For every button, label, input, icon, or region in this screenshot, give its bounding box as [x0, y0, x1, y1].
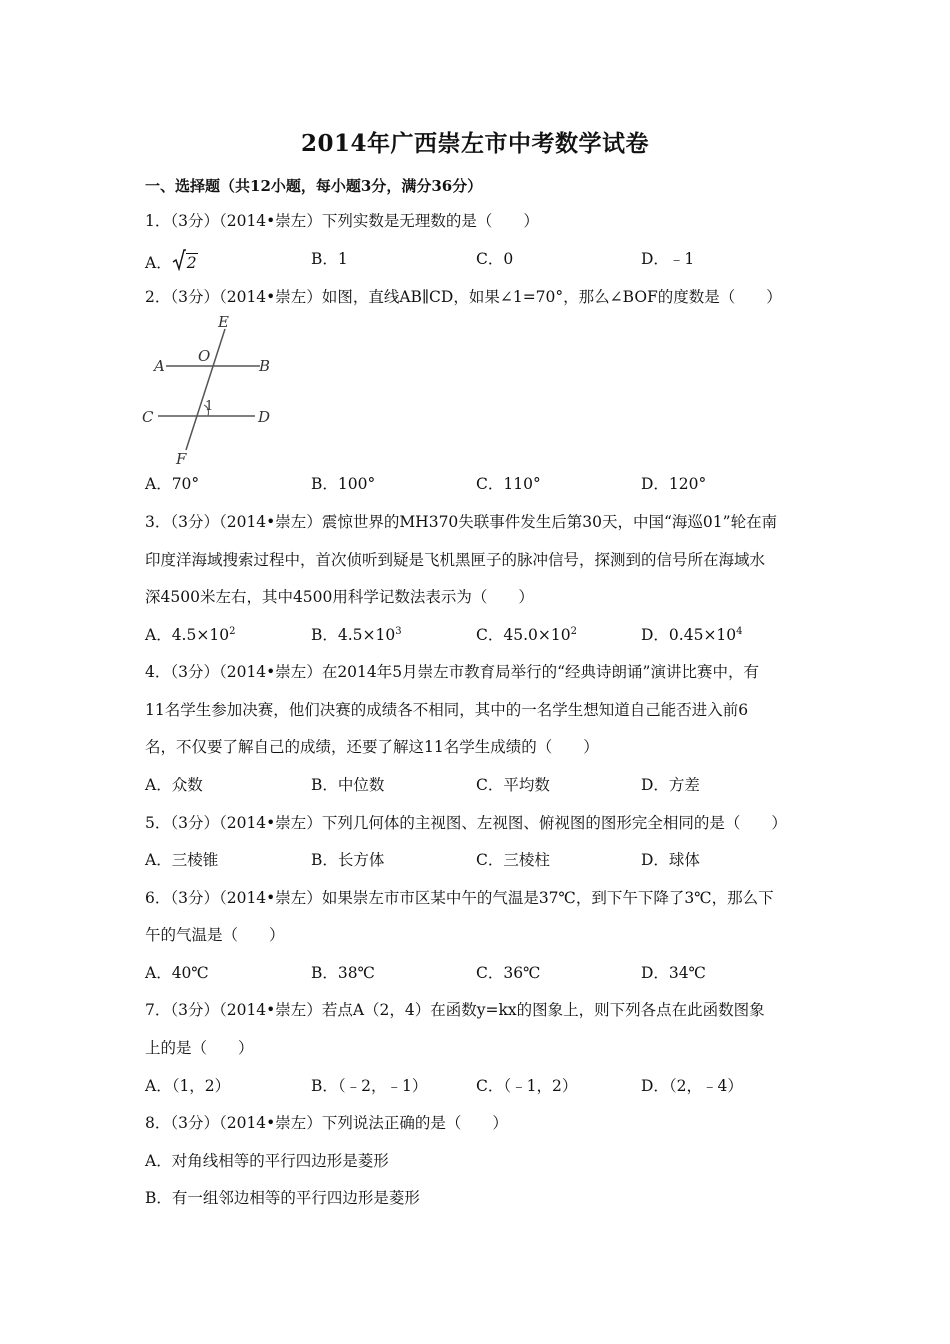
question-2-stem: 2．（3分）（2014•崇左）如图，直线AB∥CD，如果∠1=70°，那么∠BOF的度数是（ ） — [145, 288, 782, 306]
section-heading: 一、选择题（共12小题，每小题3分，满分36分） — [145, 177, 483, 195]
sqrt-radicand: 2 — [186, 254, 197, 272]
option-c-base: C．45.0×10 — [476, 626, 571, 644]
question-7-option-b: B．（﹣2，﹣1） — [311, 1077, 428, 1095]
label-angle-1: 1 — [205, 399, 214, 414]
question-3-line-2: 印度洋海域搜索过程中，首次侦听到疑是飞机黑匣子的脉冲信号，探测到的信号所在海域水 — [145, 551, 766, 569]
question-7-option-a: A．（1，2） — [145, 1077, 231, 1095]
question-6-option-d: D．34℃ — [641, 964, 706, 982]
question-8-option-b: B．有一组邻边相等的平行四边形是菱形 — [145, 1189, 420, 1207]
question-1-stem: 1．（3分）（2014•崇左）下列实数是无理数的是（ ） — [145, 212, 539, 230]
option-d-exponent: 4 — [736, 626, 743, 637]
label-a: A — [154, 357, 165, 375]
question-6-option-c: C．36℃ — [476, 964, 541, 982]
question-5-option-a: A．三棱锥 — [145, 851, 219, 869]
question-7-option-d: D．（2，﹣4） — [641, 1077, 743, 1095]
question-4-line-1: 4．（3分）（2014•崇左）在2014年5月崇左市教育局举行的“经典诗朗诵”演讲比赛中，有 — [145, 663, 759, 681]
option-b-base: B．4.5×10 — [311, 626, 396, 644]
question-1-option-d: D．﹣1 — [641, 250, 695, 268]
label-c: C — [142, 408, 154, 426]
question-3-option-a — [145, 625, 235, 645]
question-4-option-b: B．中位数 — [311, 776, 385, 794]
question-5-option-c: C．三棱柱 — [476, 851, 550, 869]
question-4-option-a: A．众数 — [145, 776, 203, 794]
question-8-option-a: A．对角线相等的平行四边形是菱形 — [145, 1152, 389, 1170]
question-6-line-2: 午的气温是（ ） — [145, 926, 285, 944]
question-1-option-b: B．1 — [311, 250, 348, 268]
question-1-option-a — [145, 249, 198, 276]
question-6-option-a: A．40℃ — [145, 964, 209, 982]
sqrt-symbol-icon — [172, 249, 186, 276]
parallel-lines-figure — [138, 312, 288, 470]
question-2-option-b: B．100° — [311, 475, 376, 493]
label-o: O — [198, 347, 211, 365]
question-2-option-c: C．110° — [476, 475, 541, 493]
label-b: B — [259, 357, 271, 375]
question-3-option-b — [311, 625, 402, 645]
question-2-option-a: A．70° — [145, 475, 200, 493]
question-7-option-c: C．（﹣1，2） — [476, 1077, 578, 1095]
question-6-line-1: 6．（3分）（2014•崇左）如果崇左市市区某中午的气温是37℃，到下午下降了3℃，那么下 — [145, 889, 774, 907]
page-title: 2014年广西崇左市中考数学试卷 — [300, 130, 649, 157]
label-e: E — [218, 313, 229, 331]
question-6-option-b: B．38℃ — [311, 964, 375, 982]
option-b-exponent: 3 — [395, 626, 402, 637]
option-label: A． — [145, 254, 172, 272]
question-8-stem: 8．（3分）（2014•崇左）下列说法正确的是（ ） — [145, 1114, 508, 1132]
question-4-option-d: D．方差 — [641, 776, 700, 794]
question-3-line-3: 深4500米左右，其中4500用科学记数法表示为（ ） — [145, 588, 534, 606]
option-a-exponent: 2 — [229, 626, 236, 637]
question-3-option-c — [476, 625, 577, 645]
question-3-option-d — [641, 625, 743, 645]
question-7-line-2: 上的是（ ） — [145, 1039, 254, 1057]
option-d-base: D．0.45×10 — [641, 626, 737, 644]
question-2-option-d: D．120° — [641, 475, 707, 493]
question-4-line-3: 名，不仅要了解自己的成绩，还要了解这11名学生成绩的（ ） — [145, 738, 599, 756]
question-3-line-1: 3．（3分）（2014•崇左）震惊世界的MH370失联事件发生后第30天，中国“海巡01”轮在南 — [145, 513, 778, 531]
question-5-option-d: D．球体 — [641, 851, 700, 869]
option-c-exponent: 2 — [570, 626, 577, 637]
label-f: F — [176, 450, 187, 468]
question-4-line-2: 11名学生参加决赛，他们决赛的成绩各不相同，其中的一名学生想知道自己能否进入前6 — [145, 701, 749, 719]
question-5-option-b: B．长方体 — [311, 851, 385, 869]
question-4-option-c: C．平均数 — [476, 776, 550, 794]
option-a-base: A．4.5×10 — [145, 626, 230, 644]
question-5-stem: 5．（3分）（2014•崇左）下列几何体的主视图、左视图、俯视图的图形完全相同的是（ ） — [145, 814, 787, 832]
question-7-line-1: 7．（3分）（2014•崇左）若点A（2，4）在函数y=kx的图象上，则下列各点在此函数图象 — [145, 1001, 765, 1019]
label-d: D — [258, 408, 271, 426]
question-1-option-c: C．0 — [476, 250, 514, 268]
